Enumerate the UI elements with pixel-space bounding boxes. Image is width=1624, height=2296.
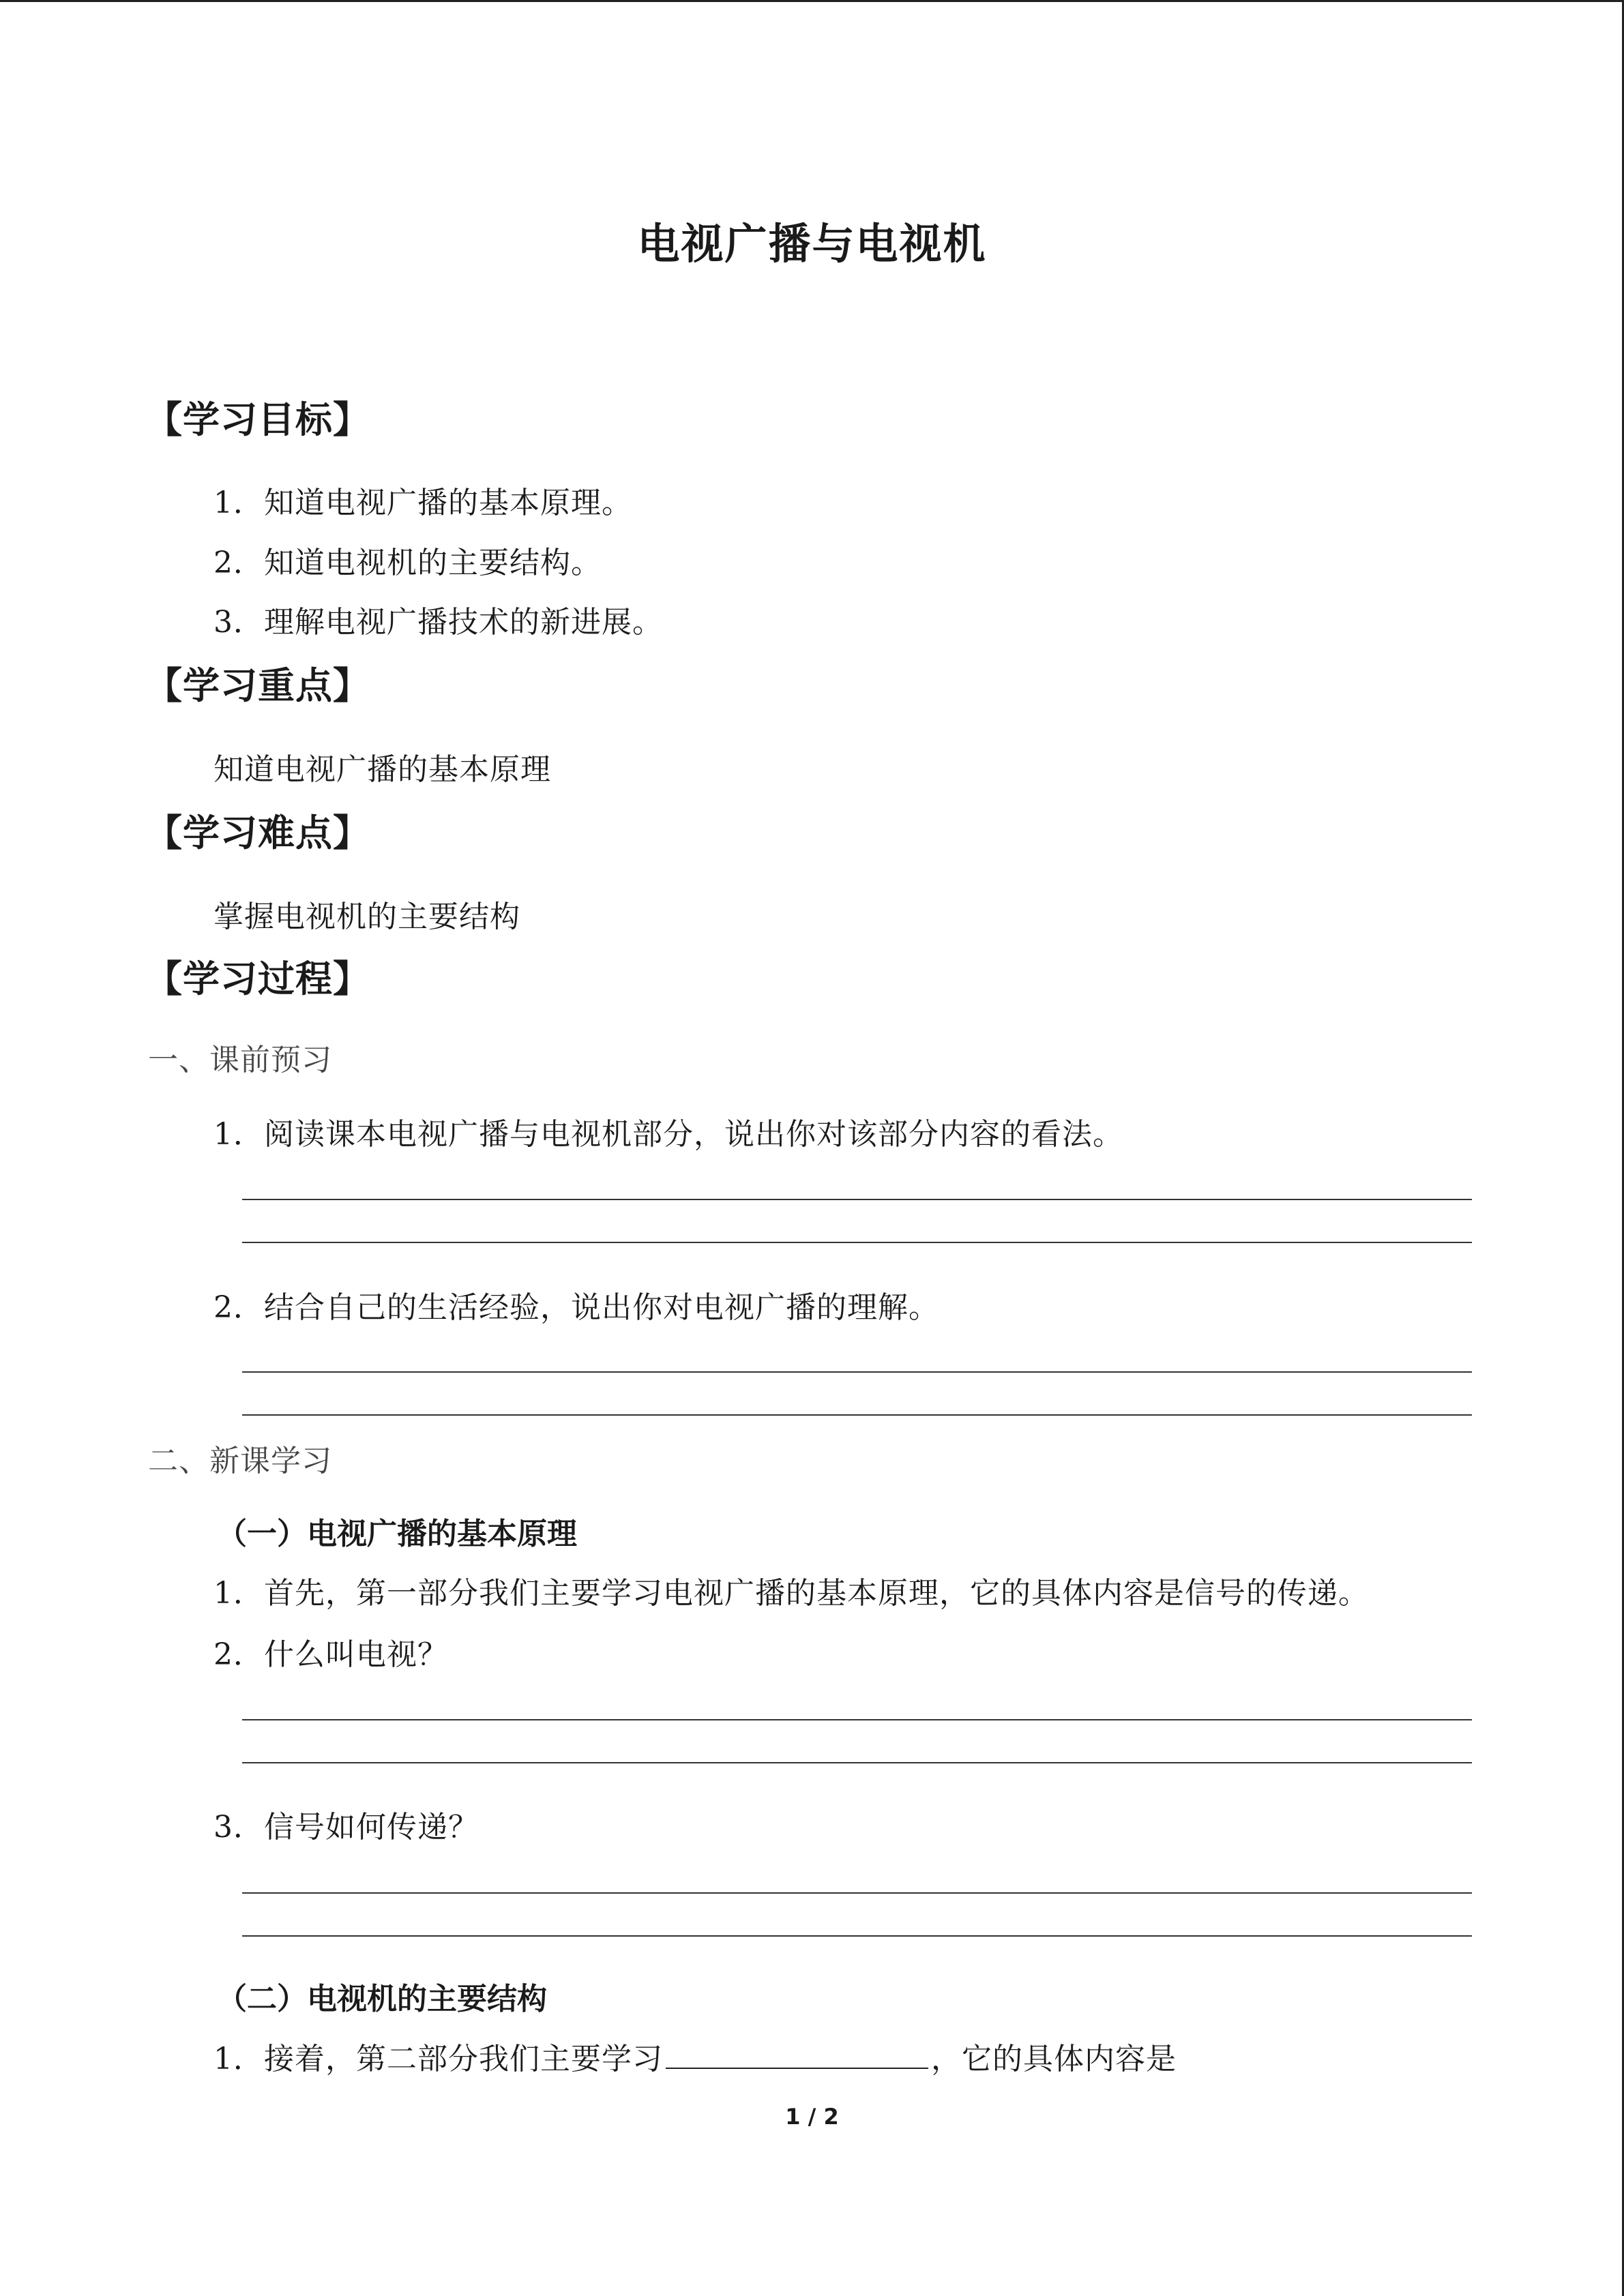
answer-line[interactable] [242,1371,1472,1373]
part1-item-3: 3．信号如何传递？ [213,1810,479,1845]
process-heading: 【学习过程】 [145,957,370,1000]
difficulties-heading: 【学习难点】 [145,811,370,854]
part1-item-1: 1．首先，第一部分我们主要学习电视广播的基本原理，它的具体内容是信号的传递。 [213,1576,1369,1611]
part2-item-1 [213,2034,1177,2078]
goal-item-3: 3．理解电视广播技术的新进展。 [213,605,663,640]
answer-line[interactable] [242,1719,1472,1720]
difficulties-text: 掌握电视机的主要结构 [213,899,520,934]
new-lesson-section-label: 二、新课学习 [148,1444,332,1478]
page-title: 电视广播与电视机 [637,219,987,269]
part2-item-1-after: ，它的具体内容是 [931,2042,1177,2076]
goals-heading: 【学习目标】 [145,398,370,441]
answer-line[interactable] [242,1414,1472,1416]
preview-question-1: 1．阅读课本电视广播与电视机部分，说出你对该部分内容的看法。 [213,1117,1123,1152]
answer-line[interactable] [242,1892,1472,1894]
answer-line[interactable] [242,1199,1472,1200]
part2-title: （二）电视机的主要结构 [217,1982,547,2016]
fill-in-blank[interactable] [666,2042,928,2069]
goal-item-1: 1．知道电视广播的基本原理。 [213,486,632,520]
part1-item-2: 2．什么叫电视？ [213,1637,448,1672]
key-points-text: 知道电视广播的基本原理 [213,752,551,787]
key-points-heading: 【学习重点】 [145,664,370,707]
answer-line[interactable] [242,1242,1472,1243]
answer-line[interactable] [242,1935,1472,1937]
part2-item-1-before: 1．接着，第二部分我们主要学习 [213,2042,663,2076]
preview-question-2: 2．结合自己的生活经验，说出你对电视广播的理解。 [213,1290,939,1325]
answer-line[interactable] [242,1762,1472,1763]
page-number: 1 / 2 [785,2104,839,2130]
goal-item-2: 2．知道电视机的主要结构。 [213,546,602,580]
part1-title: （一）电视广播的基本原理 [217,1517,577,1551]
preview-section-label: 一、课前预习 [148,1043,332,1077]
